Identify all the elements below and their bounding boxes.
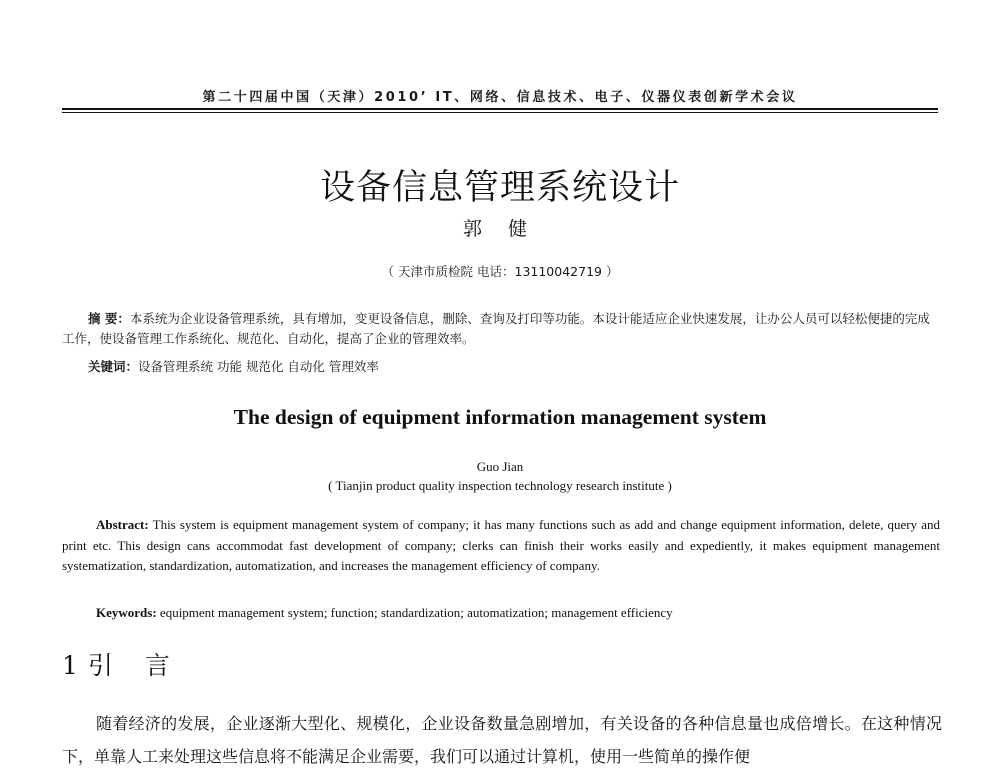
abstract-en <box>62 515 940 577</box>
keywords-zh-label: 关键词： <box>88 359 139 374</box>
keywords-zh <box>88 357 938 377</box>
affiliation-zh: （ 天津市质检院 电话：13110042719 ） <box>381 264 619 279</box>
section-heading-1 <box>62 646 182 682</box>
keywords-en-label: Keywords: <box>96 605 157 620</box>
abstract-zh-text: 本系统为企业设备管理系统，具有增加，变更设备信息，删除、查询及打印等功能。本设计能适应企业快速发展，让办公人员可以轻松便捷的完成工作，使设备管理工作系统化、规范化、自动化，提高了企业的管理效率。 <box>62 311 930 346</box>
abstract-zh <box>62 309 940 349</box>
keywords-en-text: equipment management system; function; standardization; automatization; management efficiency <box>156 605 673 620</box>
abstract-en-text: This system is equipment management system of company; it has many functions such as add and change equipment information, delete, query and print etc. This design cans accommodat fast development of company; clerks can finish their works easily and expediently, it makes equipment management systematization, standardization, automatization, and increases the management efficiency of company. <box>62 517 940 573</box>
abstract-zh-label: 摘 要： <box>88 311 130 326</box>
section-title: 引 言 <box>87 651 182 680</box>
affiliation-en: ( Tianjin product quality inspection technology research institute ) <box>328 478 672 493</box>
abstract-en-label: Abstract: <box>96 517 149 532</box>
keywords-en <box>96 605 938 621</box>
author-zh: 郭 健 <box>462 218 538 240</box>
body-paragraph: 随着经济的发展，企业逐渐大型化、规模化，企业设备数量急剧增加，有关设备的各种信息量也成倍增长。在这种情况下，单靠人工来处理这些信息将不能满足企业需要，我们可以通过计算机，使用一些简单的操作便 <box>62 714 942 766</box>
author-en: Guo Jian <box>476 459 524 474</box>
paper-title-zh: 设备信息管理系统设计 <box>319 168 680 208</box>
paper-title-en: The design of equipment information management system <box>233 405 767 429</box>
section-number: 1 <box>62 651 78 680</box>
header-rule-top <box>62 108 938 110</box>
keywords-zh-text: 设备管理系统 功能 规范化 自动化 管理效率 <box>138 359 379 374</box>
conference-header: 第二十四届中国（天津）2010’ IT、网络、信息技术、电子、仪器仪表创新学术会议 <box>202 90 798 105</box>
header-rule-bottom <box>62 112 938 113</box>
